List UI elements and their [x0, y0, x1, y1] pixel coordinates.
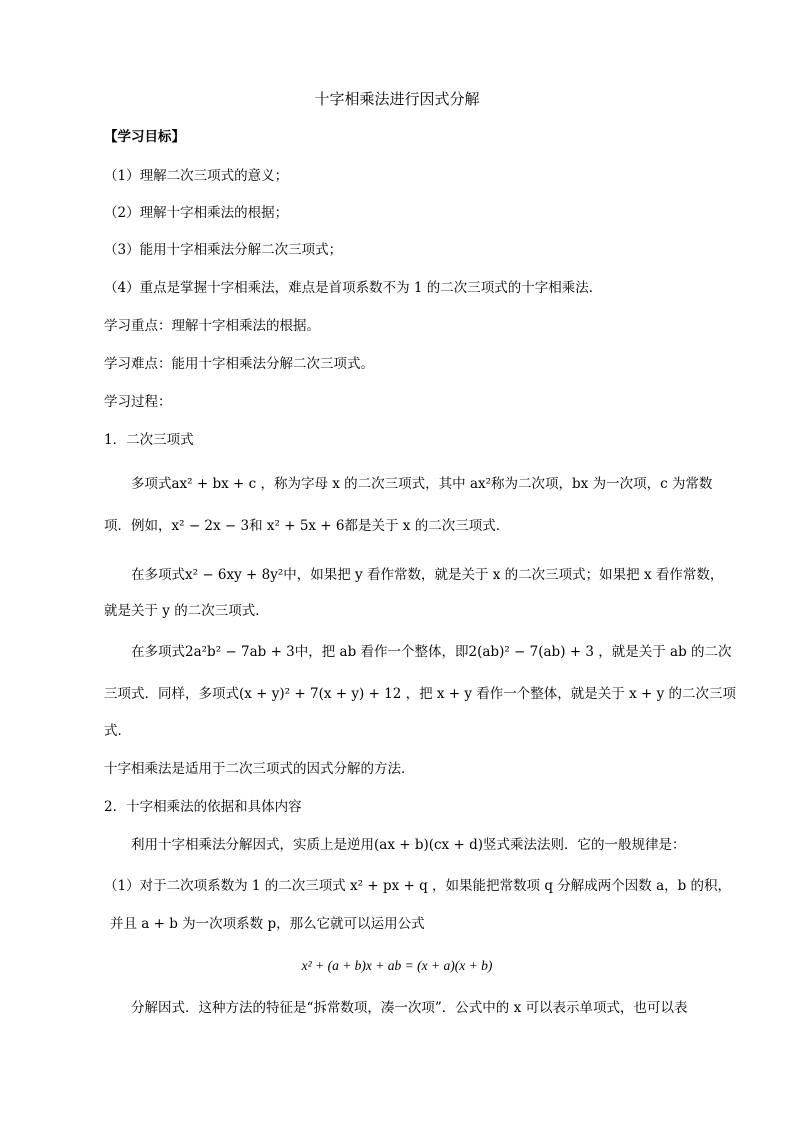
objective-item: （3）能用十字相乘法分解二次三项式；: [104, 242, 343, 258]
key-point: 学习重点：理解十字相乘法的根据。: [104, 318, 320, 334]
section-heading: 1．二次三项式: [104, 432, 194, 448]
paragraph-line: （1）对于二次项系数为 1 的二次三项式 x² + px + q ，如果能把常数项 q 分解成两个因数 a，b 的积，: [104, 878, 732, 894]
paragraph-line: 利用十字相乘法分解因式，实质上是逆用(ax + b)(cx + d)竖式乘法法则．它的一般规律是：: [131, 837, 686, 853]
formula: x² + (a + b)x + ab = (x + a)(x + b): [301, 958, 493, 973]
paragraph-line: 十字相乘法是适用于二次三项式的因式分解的方法．: [104, 761, 415, 777]
paragraph-line: 在多项式2a²b² − 7ab + 3中，把 ab 看作一个整体，即2(ab)² − 7(ab) + 3 ，就是关于 ab 的二次: [131, 644, 732, 660]
page-title: 十字相乘法进行因式分解: [314, 90, 480, 108]
process-label: 学习过程：: [104, 394, 172, 410]
paragraph-line: 就是关于 y 的二次三项式．: [104, 603, 269, 619]
section-heading: 2．十字相乘法的依据和具体内容: [104, 799, 302, 815]
paragraph-line: 分解因式．这种方法的特征是“拆常数项，凑一次项”．公式中的 x 可以表示单项式，也可以表: [131, 1000, 688, 1016]
paragraph-line: 在多项式x² − 6xy + 8y²中，如果把 y 看作常数，就是关于 x 的二次三项式；如果把 x 看作常数，: [131, 567, 724, 583]
objectives-heading: 【学习目标】: [104, 129, 185, 145]
objective-item: （4）重点是掌握十字相乘法，难点是首项系数不为 1 的二次三项式的十字相乘法．: [104, 280, 603, 296]
paragraph-line: 式．: [104, 723, 131, 739]
objective-item: （2）理解十字相乘法的根据；: [104, 205, 289, 221]
paragraph-line: 多项式ax² + bx + c ，称为字母 x 的二次三项式，其中 ax²称为二次项，bx 为一次项，c 为常数: [131, 476, 713, 492]
paragraph-line: 项．例如，x² − 2x − 3和 x² + 5x + 6都是关于 x 的二次三项式．: [104, 518, 510, 534]
difficulty: 学习难点：能用十字相乘法分解二次三项式。: [104, 356, 374, 372]
paragraph-line: 三项式．同样，多项式(x + y)² + 7(x + y) + 12 ，把 x + y 看作一个整体，就是关于 x + y 的二次三项: [104, 686, 737, 702]
objective-item: （1）理解二次三项式的意义；: [104, 168, 289, 184]
paragraph-line: 并且 a + b 为一次项系数 p，那么它就可以运用公式: [110, 916, 425, 932]
